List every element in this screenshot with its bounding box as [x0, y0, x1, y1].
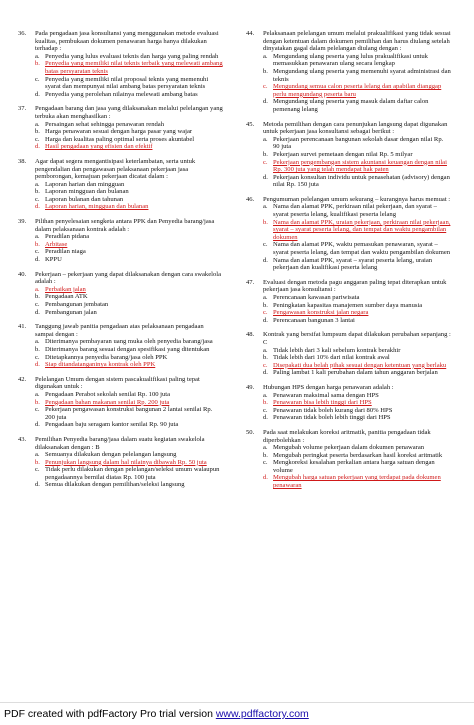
option-label: a.	[263, 346, 268, 354]
answer-option	[18, 466, 223, 481]
question-text: Metoda pemilihan dengan cara penunjukan langsung dapat digunakan untuk pekerjaan jasa konsultansi sebagai berikut :	[263, 120, 448, 136]
option-text: Pengawasan konstruksi jalan negara	[273, 309, 369, 317]
answer-option	[18, 181, 223, 189]
question-number: 37.	[18, 105, 27, 113]
option-text: Harga dan kualitas paling optimal serta proses akuntabel	[45, 135, 195, 143]
option-label: a.	[263, 294, 268, 301]
option-label: b.	[35, 398, 40, 406]
option-text: Pembangunan jalan	[45, 308, 97, 316]
option-label: c.	[263, 241, 268, 249]
option-label: a.	[263, 391, 268, 399]
option-label: a.	[35, 338, 40, 346]
answer-option	[246, 151, 451, 159]
option-text: Pekerjaan pengembangan sistem akuntansi keuangan dengan nilai Rp. 300 juta yang telah mendapat hak paten	[273, 158, 447, 174]
option-label: d.	[263, 414, 268, 422]
option-label: c.	[35, 75, 40, 83]
answer-option	[246, 241, 451, 256]
option-text: Laporan harian, mingguan dan bulanan	[45, 203, 149, 211]
question-number: 41.	[18, 323, 27, 331]
answer-option	[246, 317, 451, 325]
option-label: d.	[35, 256, 40, 264]
answer-option	[246, 452, 451, 460]
answer-option-highlighted	[18, 361, 223, 369]
answer-option-highlighted	[246, 474, 451, 489]
option-text: Persaingan sehat sehingga penawaran rendah	[45, 120, 165, 128]
option-label: c.	[35, 301, 40, 308]
option-text: Mengundang ulang peserta yang lulus prakualifikasi untuk memasukkan penawaran ulang secara lengkap	[273, 52, 428, 68]
question-stem	[246, 384, 451, 392]
option-label: a.	[35, 52, 40, 60]
option-label: d.	[35, 361, 40, 369]
answer-option	[18, 76, 223, 91]
answer-option	[246, 257, 451, 272]
option-text: Perencanaan kawasan pariwisata	[273, 294, 360, 301]
question-stem	[246, 121, 451, 136]
question-stem	[18, 158, 223, 181]
question	[18, 30, 223, 98]
question-stem	[18, 271, 223, 286]
question-stem	[246, 331, 451, 346]
answer-option	[246, 347, 451, 355]
option-text: Pembangunan jembatan	[45, 301, 109, 308]
option-label: d.	[35, 421, 40, 429]
answer-option	[246, 444, 451, 452]
option-text: Pengadaan ATK	[45, 293, 88, 301]
option-text: KPPU	[45, 256, 62, 264]
answer-option	[246, 459, 451, 474]
question-number: 46.	[246, 195, 255, 203]
question	[246, 121, 451, 189]
option-text: Mengkoreksi kesalahan perkalian antara harga satuan dengan volume	[273, 459, 435, 474]
answer-option	[246, 369, 451, 377]
question-number: 43.	[18, 435, 27, 443]
option-text: Siap ditandatanganinya kontrak oleh PPK	[45, 361, 156, 369]
option-text: Laporan mingguan dan bulanan	[45, 188, 129, 196]
option-label: b.	[263, 218, 268, 226]
option-text: Pengadaan Perabot sekolah senilai Rp. 100 juta	[45, 390, 171, 398]
answer-option-highlighted	[18, 459, 223, 467]
option-label: b.	[35, 60, 40, 68]
answer-option	[246, 294, 451, 302]
question	[246, 429, 451, 490]
answer-option	[18, 53, 223, 61]
question-stem	[18, 105, 223, 120]
question-stem	[18, 436, 223, 451]
question-number: 45.	[246, 120, 255, 128]
option-label: b.	[263, 301, 268, 309]
answer-option-highlighted	[246, 399, 451, 407]
option-label: a.	[35, 180, 40, 188]
option-label: c.	[35, 248, 40, 256]
option-label: b.	[263, 150, 268, 158]
option-text: Mengundang ulang peserta yang memenuhi syarat administrasi dan teknis	[273, 67, 451, 83]
answer-option	[18, 391, 223, 399]
answer-option	[18, 338, 223, 346]
question	[18, 105, 223, 151]
option-label: c.	[35, 353, 40, 361]
option-text: Mengubah peringkat peserta berdasarkan hasil koreksi aritmatik	[273, 451, 443, 459]
question-text: Pelelangan Umum dengan sistem pascakualifikasi paling tepat digunakan untuk :	[35, 375, 200, 391]
option-label: c.	[263, 309, 268, 317]
answer-option	[246, 98, 451, 113]
option-text: Semuanya dilakukan dengan pelelangan langsung	[45, 451, 177, 459]
option-label: d.	[35, 308, 40, 316]
answer-option-highlighted	[18, 203, 223, 211]
option-text: Pekerjaan perencanaan bangunan sekolah dasar dengan nilai Rp. 90 juta	[273, 135, 444, 151]
question-text: Pekerjaan – pekerjaan yang dapat dilaksanakan dengan cara swakelola adalah :	[35, 270, 222, 286]
question	[18, 436, 223, 489]
option-text: Penawaran bisa lebih tinggi dari HPS	[273, 399, 372, 407]
option-label: a.	[263, 135, 268, 143]
option-text: Tidak perlu dilakukan dengan pelelangan/seleksi umum walaupun pengadaannya bernilai diatas Rp. 100 juta	[45, 466, 220, 481]
option-text: Peradilan pidana	[45, 233, 90, 241]
option-text: Mengubah harga satuan pekerjaan yang terdapat pada dokumen penawaran	[273, 474, 441, 490]
option-text: Nama dan alamat PPK, waktu pemasukan penawaran, syarat – syarat peserta lelang, dan tempat dan waktu pengambilan dokumen	[273, 241, 451, 257]
option-text: Tidak lebih dari 10% dari nilai kontrak awal	[273, 354, 390, 362]
question-number: 36.	[18, 30, 27, 37]
answer-option	[18, 293, 223, 301]
answer-option	[18, 188, 223, 196]
question	[246, 384, 451, 422]
question	[246, 196, 451, 272]
question	[246, 30, 451, 114]
option-text: Diterimanya pembayaran uang muka oleh penyedia barang/jasa	[45, 338, 213, 346]
question-text: Pada pengadaan jasa konsultansi yang menggunakan metode evaluasi kualitas, pembukaan dokumen penawaran harga hanya dilakukan terhadap :	[35, 30, 219, 53]
option-label: c.	[35, 466, 40, 474]
option-label: c.	[263, 361, 268, 369]
option-text: Mengundang ulang peserta yang masuk dalam daftar calon pemenang lelang	[273, 98, 429, 113]
question-number: 44.	[246, 30, 255, 37]
answer-option	[246, 414, 451, 422]
option-label: a.	[263, 52, 268, 60]
option-text: Pekerjaan pengawasan konstruksi bangunan 2 lantai senilai Rp. 200 juta	[45, 406, 213, 421]
answer-option	[18, 233, 223, 241]
answer-option	[18, 301, 223, 309]
option-label: b.	[263, 354, 268, 362]
question-stem	[18, 30, 223, 53]
answer-option-highlighted	[246, 362, 451, 370]
answer-option	[18, 128, 223, 136]
question	[18, 323, 223, 369]
option-text: Penyedia yang memiliki nilai proposal teknis yang memenuhi syarat dan mempunyai nilai ambang batas persyaratan teknis	[45, 75, 209, 91]
option-label: a.	[35, 285, 40, 293]
question-text: Pengumuman pelelangan umum sekurang – kurangnya harus memuat :	[263, 195, 451, 203]
question-number: 39.	[18, 218, 27, 226]
option-label: c.	[263, 158, 268, 166]
option-label: d.	[35, 143, 40, 151]
question-text: Pelaksanaan pelelangan umum melalui prakualifikasi yang tidak sesuai dengan ketentuan dalam dokumen pemilihan dan harus diulang setelah dinyatakan gagal dalam pelelangan diulang dengan :	[263, 30, 451, 53]
question-text: Evaluasi dengan metoda pagu anggaran paling tepat diterapkan untuk pekerjaan jasa konsultansi :	[263, 278, 447, 294]
answer-option-highlighted	[246, 219, 451, 242]
option-label: d.	[263, 98, 268, 106]
question	[18, 218, 223, 264]
option-label: c.	[35, 135, 40, 143]
answer-option	[246, 407, 451, 415]
answer-option	[18, 309, 223, 317]
option-label: b.	[35, 128, 40, 136]
question-stem	[18, 218, 223, 233]
question-number: 48.	[246, 331, 255, 339]
answer-option-highlighted	[18, 60, 223, 75]
question-stem	[18, 323, 223, 338]
answer-option	[18, 256, 223, 264]
option-label: c.	[35, 406, 40, 414]
answer-option	[18, 451, 223, 459]
question	[18, 271, 223, 317]
question-stem	[246, 196, 451, 204]
answer-option	[18, 346, 223, 354]
answer-option	[246, 302, 451, 310]
option-label: d.	[35, 481, 40, 489]
answer-option-highlighted	[18, 286, 223, 294]
answer-option-highlighted	[246, 309, 451, 317]
option-label: a.	[35, 120, 40, 128]
option-label: b.	[35, 240, 40, 248]
answer-option	[246, 68, 451, 83]
option-text: Peradilan niaga	[45, 248, 86, 256]
answer-option	[246, 354, 451, 362]
option-text: Penawaran tidak boleh kurang dari 80% HPS	[273, 406, 393, 414]
answer-option	[246, 174, 451, 189]
answer-option	[18, 91, 223, 99]
option-text: Paling lambat 1 kali perubahan dalam tahun anggaran berjalan	[273, 369, 438, 377]
option-text: Penawaran maksimal sama dengan HPS	[273, 391, 379, 399]
answer-option	[18, 421, 223, 429]
option-label: d.	[263, 474, 268, 482]
answer-option	[18, 406, 223, 421]
option-label: c.	[263, 83, 268, 91]
option-text: Nama dan alamat PPK, syarat – syarat peserta lelang, uraian pekerjaan dan kualifikasi peserta lelang	[273, 256, 433, 272]
question-text: Pilihan penyelesaian sengketa antara PPK dan Penyedia barang/jasa dalam pelaksanaan kontrak adalah :	[35, 218, 215, 233]
option-text: Pekerjaan survei pemetaan dengan nilai Rp. 5 milyar	[273, 150, 413, 158]
option-label: d.	[35, 90, 40, 98]
question	[18, 158, 223, 211]
question-number: 47.	[246, 278, 255, 286]
question-number: 38.	[18, 157, 27, 165]
option-text: Semua dilakukan dengan pemilihan/seleksi langsung	[45, 481, 185, 489]
question-text: Tanggung jawab panitia pengadaan atas pelaksanaan pengadaan sampai dengan :	[35, 323, 204, 338]
answer-option	[18, 136, 223, 144]
answer-option-highlighted	[246, 83, 451, 98]
option-label: a.	[35, 233, 40, 241]
option-text: Tidak lebih dari 3 kali sebelum kontrak berakhir	[273, 346, 401, 354]
answer-option	[18, 354, 223, 362]
answer-option-highlighted	[246, 159, 451, 174]
answer-option	[246, 53, 451, 68]
option-text: Mengubah volume pekerjaan dalam dokumen penawaran	[273, 444, 425, 452]
question-text: Agar dapat segera mengantisipasi keterlambatan, serta untuk pengendalian dan pengawasan pelaksanaan pekerjaan jasa pemborongan, kemajuan pekerjaan dicatat dalam :	[35, 157, 196, 181]
question-text: Hubungan HPS dengan harga penawaran adalah :	[263, 383, 394, 391]
option-label: b.	[263, 399, 268, 407]
option-label: b.	[35, 345, 40, 353]
answer-option	[18, 481, 223, 489]
option-text: Perencanaan bangunan 3 lantai	[273, 316, 355, 324]
option-text: Penunjukan langsung dalam hal nilainya dibawah Rp. 50 juta	[45, 458, 207, 466]
option-label: c.	[35, 195, 40, 203]
question-text: Pengadaan barang dan jasa yang dilaksanakan melalui pelelangan yang terbuka akan menghasilkan :	[35, 105, 223, 120]
option-text: Penyedia yang memiliki nilai teknis terbaik yang melewati ambang batas persyaratan teknis	[45, 60, 223, 75]
option-text: Nama dan alamat PPK, uraian pekerjaan, perkiraan nilai pekerjaan, syarat – syarat peserta lelang, dan tempat dan waktu pengambilan dokumen	[273, 218, 451, 241]
footer-text: PDF created with pdfFactory Pro trial version	[4, 708, 216, 720]
question-number: 49.	[246, 383, 255, 391]
right-column	[246, 30, 451, 497]
option-text: Pengadaan baju seragam kantor senilai Rp. 90 juta	[45, 421, 179, 429]
option-text: Peningkatan kapasitas manajemen sumber daya manusia	[273, 301, 423, 309]
question	[18, 376, 223, 429]
left-column	[18, 30, 223, 496]
option-label: a.	[263, 203, 268, 211]
option-label: b.	[35, 293, 40, 301]
option-text: Penawaran tidak boleh lebih tinggi dari HPS	[273, 414, 391, 422]
question-number: 40.	[18, 270, 27, 278]
option-label: b.	[263, 67, 268, 75]
option-text: Diterimanya barang sesuai dengan spesifikasi yang ditentukan	[45, 345, 210, 353]
option-text: Pengadaan bahan makanan senilai Rp. 200 juta	[45, 398, 170, 406]
option-text: Mengundang semua calon peserta lelang dan apabilan dianggap perlu mengundang peserta baru	[273, 83, 442, 98]
question-text: Pada saat melakukan koreksi aritmatik, panitia pengadaan tidak diperbolehkan :	[263, 428, 431, 444]
answer-option	[246, 136, 451, 151]
option-label: c.	[263, 459, 268, 467]
answer-option	[18, 248, 223, 256]
option-text: Penyedia yang lulus evaluasi teknis dan harga yang paling rendah	[45, 52, 219, 60]
option-label: b.	[263, 451, 268, 459]
question-text: Kontrak yang bersifat lumpsum dapat dilakukan perubahan sepanjang : C	[263, 331, 451, 346]
option-text: Ditetapkannya penyedia barang/jasa oleh PPK	[45, 353, 168, 361]
option-text: Arbitase	[45, 240, 68, 248]
option-label: d.	[263, 256, 268, 264]
answer-option-highlighted	[18, 399, 223, 407]
question-stem	[246, 30, 451, 53]
option-label: d.	[263, 369, 268, 377]
question-number: 42.	[18, 375, 27, 383]
pdf-footer	[0, 702, 474, 725]
answer-option	[246, 392, 451, 400]
option-label: b.	[35, 458, 40, 466]
option-text: Harga penawaran sesuai dengan harga pasar yang wajar	[45, 128, 193, 136]
option-label: d.	[263, 173, 268, 181]
question-number: 50.	[246, 428, 255, 436]
answer-option	[18, 121, 223, 129]
option-text: Perbaikan jalan	[45, 285, 86, 293]
question-stem	[246, 429, 451, 444]
option-label: a.	[35, 451, 40, 459]
option-text: Disepakati dua belah pihak sesuai dengan ketentuan yang berlaku	[273, 361, 447, 369]
question-stem	[246, 279, 451, 294]
option-label: b.	[35, 188, 40, 196]
option-text: Laporan bulanan dan tahunan	[45, 195, 124, 203]
option-text: Laporan harian dan mingguan	[45, 180, 125, 188]
question-stem	[18, 376, 223, 391]
answer-option-highlighted	[18, 241, 223, 249]
option-label: d.	[263, 316, 268, 324]
answer-option-highlighted	[18, 143, 223, 151]
answer-option	[246, 203, 451, 218]
answer-option	[18, 196, 223, 204]
option-label: a.	[35, 390, 40, 398]
option-text: Nama dan alamat PPK, perkiraan nilai pekerjaan, dan syarat – syarat peserta lelang, kualifikasi peserta lelang	[273, 203, 437, 219]
question	[246, 331, 451, 377]
option-label: a.	[263, 444, 268, 452]
option-text: Hasil pengadaan yang efisien dan efektif	[45, 143, 153, 151]
question-text: Pemilihan Penyedia barang/jasa dalam suatu kegiatan swakelola dilaksanakan dengan : B	[35, 435, 205, 451]
option-label: c.	[263, 406, 268, 414]
footer-link[interactable]: www.pdffactory.com	[215, 708, 309, 720]
option-text: Penyedia yang perolehan nilainya melewati ambang batas	[45, 90, 198, 98]
option-text: Pekerjaan konsultan individu untuk penasehatan (advisory) dengan nilai Rp. 150 juta	[273, 173, 450, 189]
question	[246, 279, 451, 325]
option-label: d.	[35, 203, 40, 211]
